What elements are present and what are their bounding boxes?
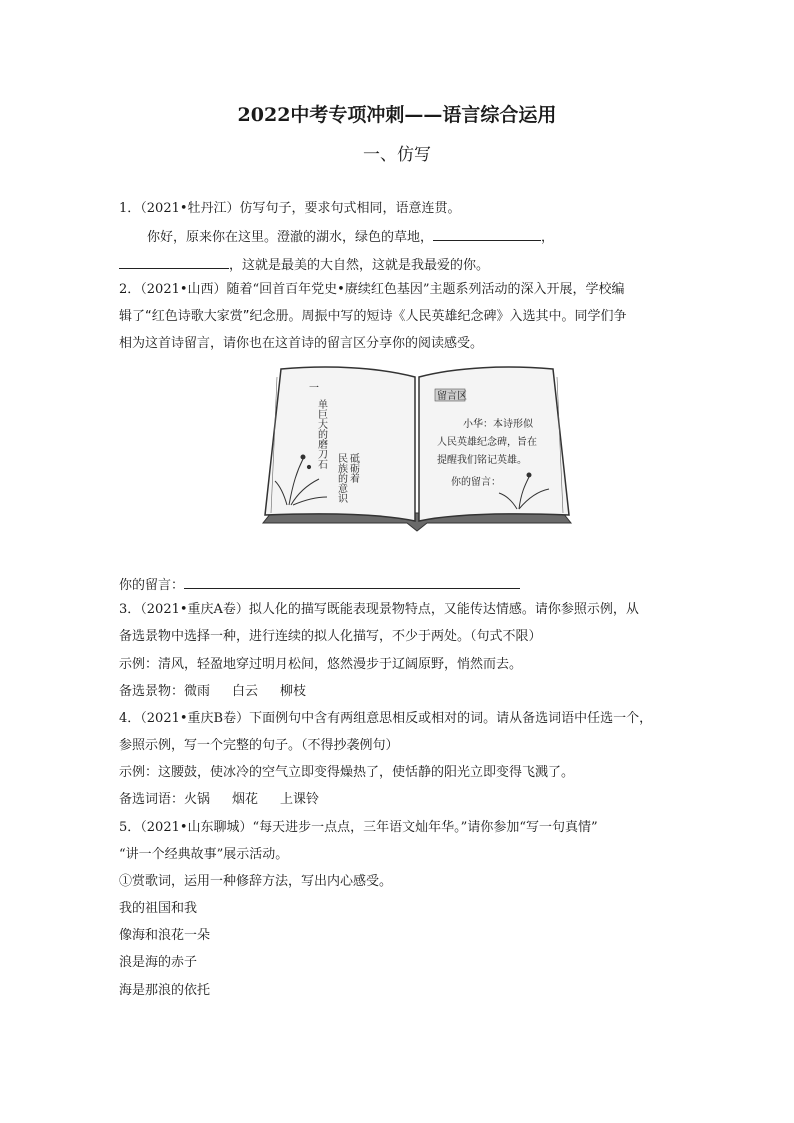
question-1-head: 1．（2021•牡丹江）仿写句子，要求句式相同，语意连贯。 — [119, 201, 461, 216]
question-2-line-2: 辑了“红色诗歌大家赏”纪念册。周振中写的短诗《人民英雄纪念碑》入选其中。同学们争 — [119, 309, 627, 324]
section-heading: 一、仿写 — [363, 145, 431, 165]
answer-blank[interactable] — [184, 574, 520, 589]
question-5-sub-1: ①赏歌词，运用一种修辞方法，写出内心感受。 — [119, 874, 393, 889]
question-4-line-2: 参照示例，写一个完整的句子。（不得抄袭例句） — [119, 738, 399, 753]
question-3-line-1: 3．（2021•重庆A卷）拟人化的描写既能表现景物特点，又能传达情感。请你参照示例，从 — [119, 602, 639, 617]
question-4-options — [119, 791, 319, 809]
punctuation: ， — [541, 230, 555, 245]
option-item: 上课铃 — [280, 792, 320, 807]
answer-blank[interactable] — [119, 254, 229, 269]
option-item: 火锅 — [184, 792, 211, 807]
question-4-line-1: 4．（2021•重庆B卷）下面例句中含有两组意思相反或相对的词。请从备选词语中任选一个， — [119, 711, 653, 726]
page-title: 2022中考专项冲刺——语言综合运用 — [237, 104, 557, 126]
book-left-text-2: 单巨大的磨刀石 — [315, 399, 327, 469]
question-5-line-2: “讲一个经典故事”展示活动。 — [119, 847, 289, 862]
options-label: 备选景物： — [119, 684, 185, 699]
comment-tag-label: 留言区 — [437, 391, 467, 402]
question-1-text: 你好，原来你在这里。澄澈的湖水，绿色的草地， — [147, 230, 434, 245]
book-right-text-4: 你的留言： — [451, 477, 501, 488]
question-1-line-1 — [147, 226, 554, 247]
book-right-text-1: 小华：本诗形似 — [463, 419, 533, 430]
option-item: 白云 — [232, 684, 259, 699]
lyric-line: 像海和浪花一朵 — [119, 928, 211, 943]
option-item: 柳枝 — [280, 684, 307, 699]
book-illustration — [257, 363, 577, 538]
book-right-text-2: 人民英雄纪念碑，旨在 — [437, 437, 537, 448]
options-label: 备选词语： — [119, 792, 185, 807]
question-3-example: 示例：清风，轻盈地穿过明月松间，悠然漫步于辽阔原野，悄然而去。 — [119, 657, 523, 672]
lyric-line: 浪是海的赤子 — [119, 955, 198, 970]
option-item: 烟花 — [232, 792, 259, 807]
question-3-line-2: 备选景物中选择一种，进行连续的拟人化描写，不少于两处。（句式不限） — [119, 629, 542, 644]
answer-row — [119, 574, 520, 595]
option-item: 微雨 — [184, 684, 211, 699]
book-left-text-3: 砥砺着 — [347, 453, 359, 483]
answer-label: 你的留言： — [119, 578, 185, 593]
question-1-tail: ，这就是最美的大自然，这就是我最爱的你。 — [229, 258, 490, 273]
question-1-line-2 — [119, 254, 489, 275]
book-left-text-1: 一 — [309, 383, 319, 394]
question-4-example: 示例：这腰鼓，使冰冷的空气立即变得燥热了，使恬静的阳光立即变得飞溅了。 — [119, 765, 575, 780]
question-2-line-1: 2．（2021•山西）随着“回首百年党史•赓续红色基因”主题系列活动的深入开展，学校编 — [119, 282, 625, 297]
question-2-line-3: 相为这首诗留言，请你也在这首诗的留言区分享你的阅读感受。 — [119, 336, 484, 351]
book-right-text-3: 提醒我们铭记英雄。 — [437, 455, 527, 466]
question-3-options — [119, 683, 306, 701]
book-left-text-4: 民族的意识 — [335, 453, 347, 503]
answer-blank[interactable] — [433, 226, 541, 241]
lyric-line: 我的祖国和我 — [119, 901, 198, 916]
question-5-line-1: 5．（2021•山东聊城）“每天进步一点点，三年语文灿年华。”请你参加“写一句真情” — [119, 820, 598, 835]
lyric-line: 海是那浪的依托 — [119, 983, 211, 998]
